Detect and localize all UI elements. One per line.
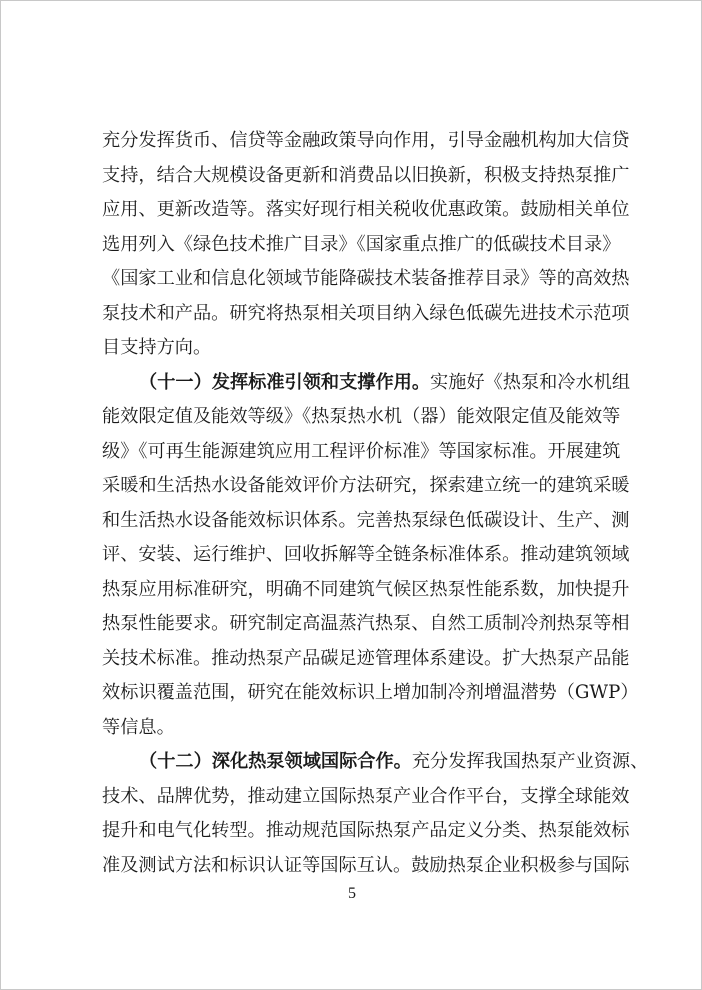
text-line: 充分发挥货币、信贷等金融政策导向作用，引导金融机构加大信贷 — [102, 130, 630, 151]
text-line: 《国家工业和信息化领域节能降碳技术装备推荐目录》等的高效热 — [102, 268, 630, 289]
text-line: 热泵性能要求。研究制定高温蒸汽热泵、自然工质制冷剂热泵等相 — [102, 613, 630, 634]
text-line: 泵技术和产品。研究将热泵相关项目纳入绿色低碳先进技术示范项 — [102, 302, 630, 324]
text-line: 关技术标准。推动热泵产品碳足迹管理体系建设。扩大热泵产品能 — [102, 647, 630, 669]
text-line: 提升和电气化转型。推动规范国际热泵产品定义分类、热泵能效标 — [102, 820, 630, 841]
section-11-first-line-text: 实施好《热泵和冷水机组 — [430, 371, 631, 393]
text-line: 选用列入《绿色技术推广目录》《国家重点推广的低碳技术目录》 — [102, 233, 621, 255]
text-line: 效标识覆盖范围，研究在能效标识上增加制冷剂增温潜势（GWP） — [102, 682, 639, 703]
text-line: 技术、品牌优势，推动建立国际热泵产业合作平台，支撑全球能效 — [102, 785, 630, 807]
section-11-first-line — [102, 366, 631, 401]
section-12-first-line — [102, 745, 649, 780]
text-line: 能效限定值及能效等级》《热泵热水机（器）能效限定值及能效等 — [102, 406, 621, 427]
text-line: 评、安装、运行维护、回收拆解等全链条标准体系。推动建筑领域 — [102, 544, 630, 565]
text-line: 等信息。 — [102, 716, 175, 738]
text-line: 准及测试方法和标识认证等国际互认。鼓励热泵企业积极参与国际 — [102, 854, 630, 876]
text-line: 目支持方向。 — [102, 337, 212, 358]
text-line: 级》《可再生能源建筑应用工程评价标准》等国家标准。开展建筑 — [102, 440, 621, 462]
text-line: 应用、更新改造等。落实好现行相关税收优惠政策。鼓励相关单位 — [102, 199, 630, 220]
text-line: 和生活热水设备能效标识体系。完善热泵绿色低碳设计、生产、测 — [102, 509, 630, 531]
text-line: 支持，结合大规模设备更新和消费品以旧换新，积极支持热泵推广 — [102, 164, 630, 186]
section-11-heading: （十一）发挥标准引领和支撑作用。 — [139, 371, 431, 393]
page-number: 5 — [348, 885, 356, 902]
section-12-first-line-text: 充分发挥我国热泵产业资源、 — [411, 751, 649, 772]
body-text — [102, 124, 649, 883]
text-line: 热泵应用标准研究，明确不同建筑气候区热泵性能系数，加快提升 — [102, 578, 630, 600]
section-12-heading: （十二）深化热泵领域国际合作。 — [139, 751, 412, 772]
text-line: 采暖和生活热水设备能效评价方法研究，探索建立统一的建筑采暖 — [102, 475, 630, 496]
